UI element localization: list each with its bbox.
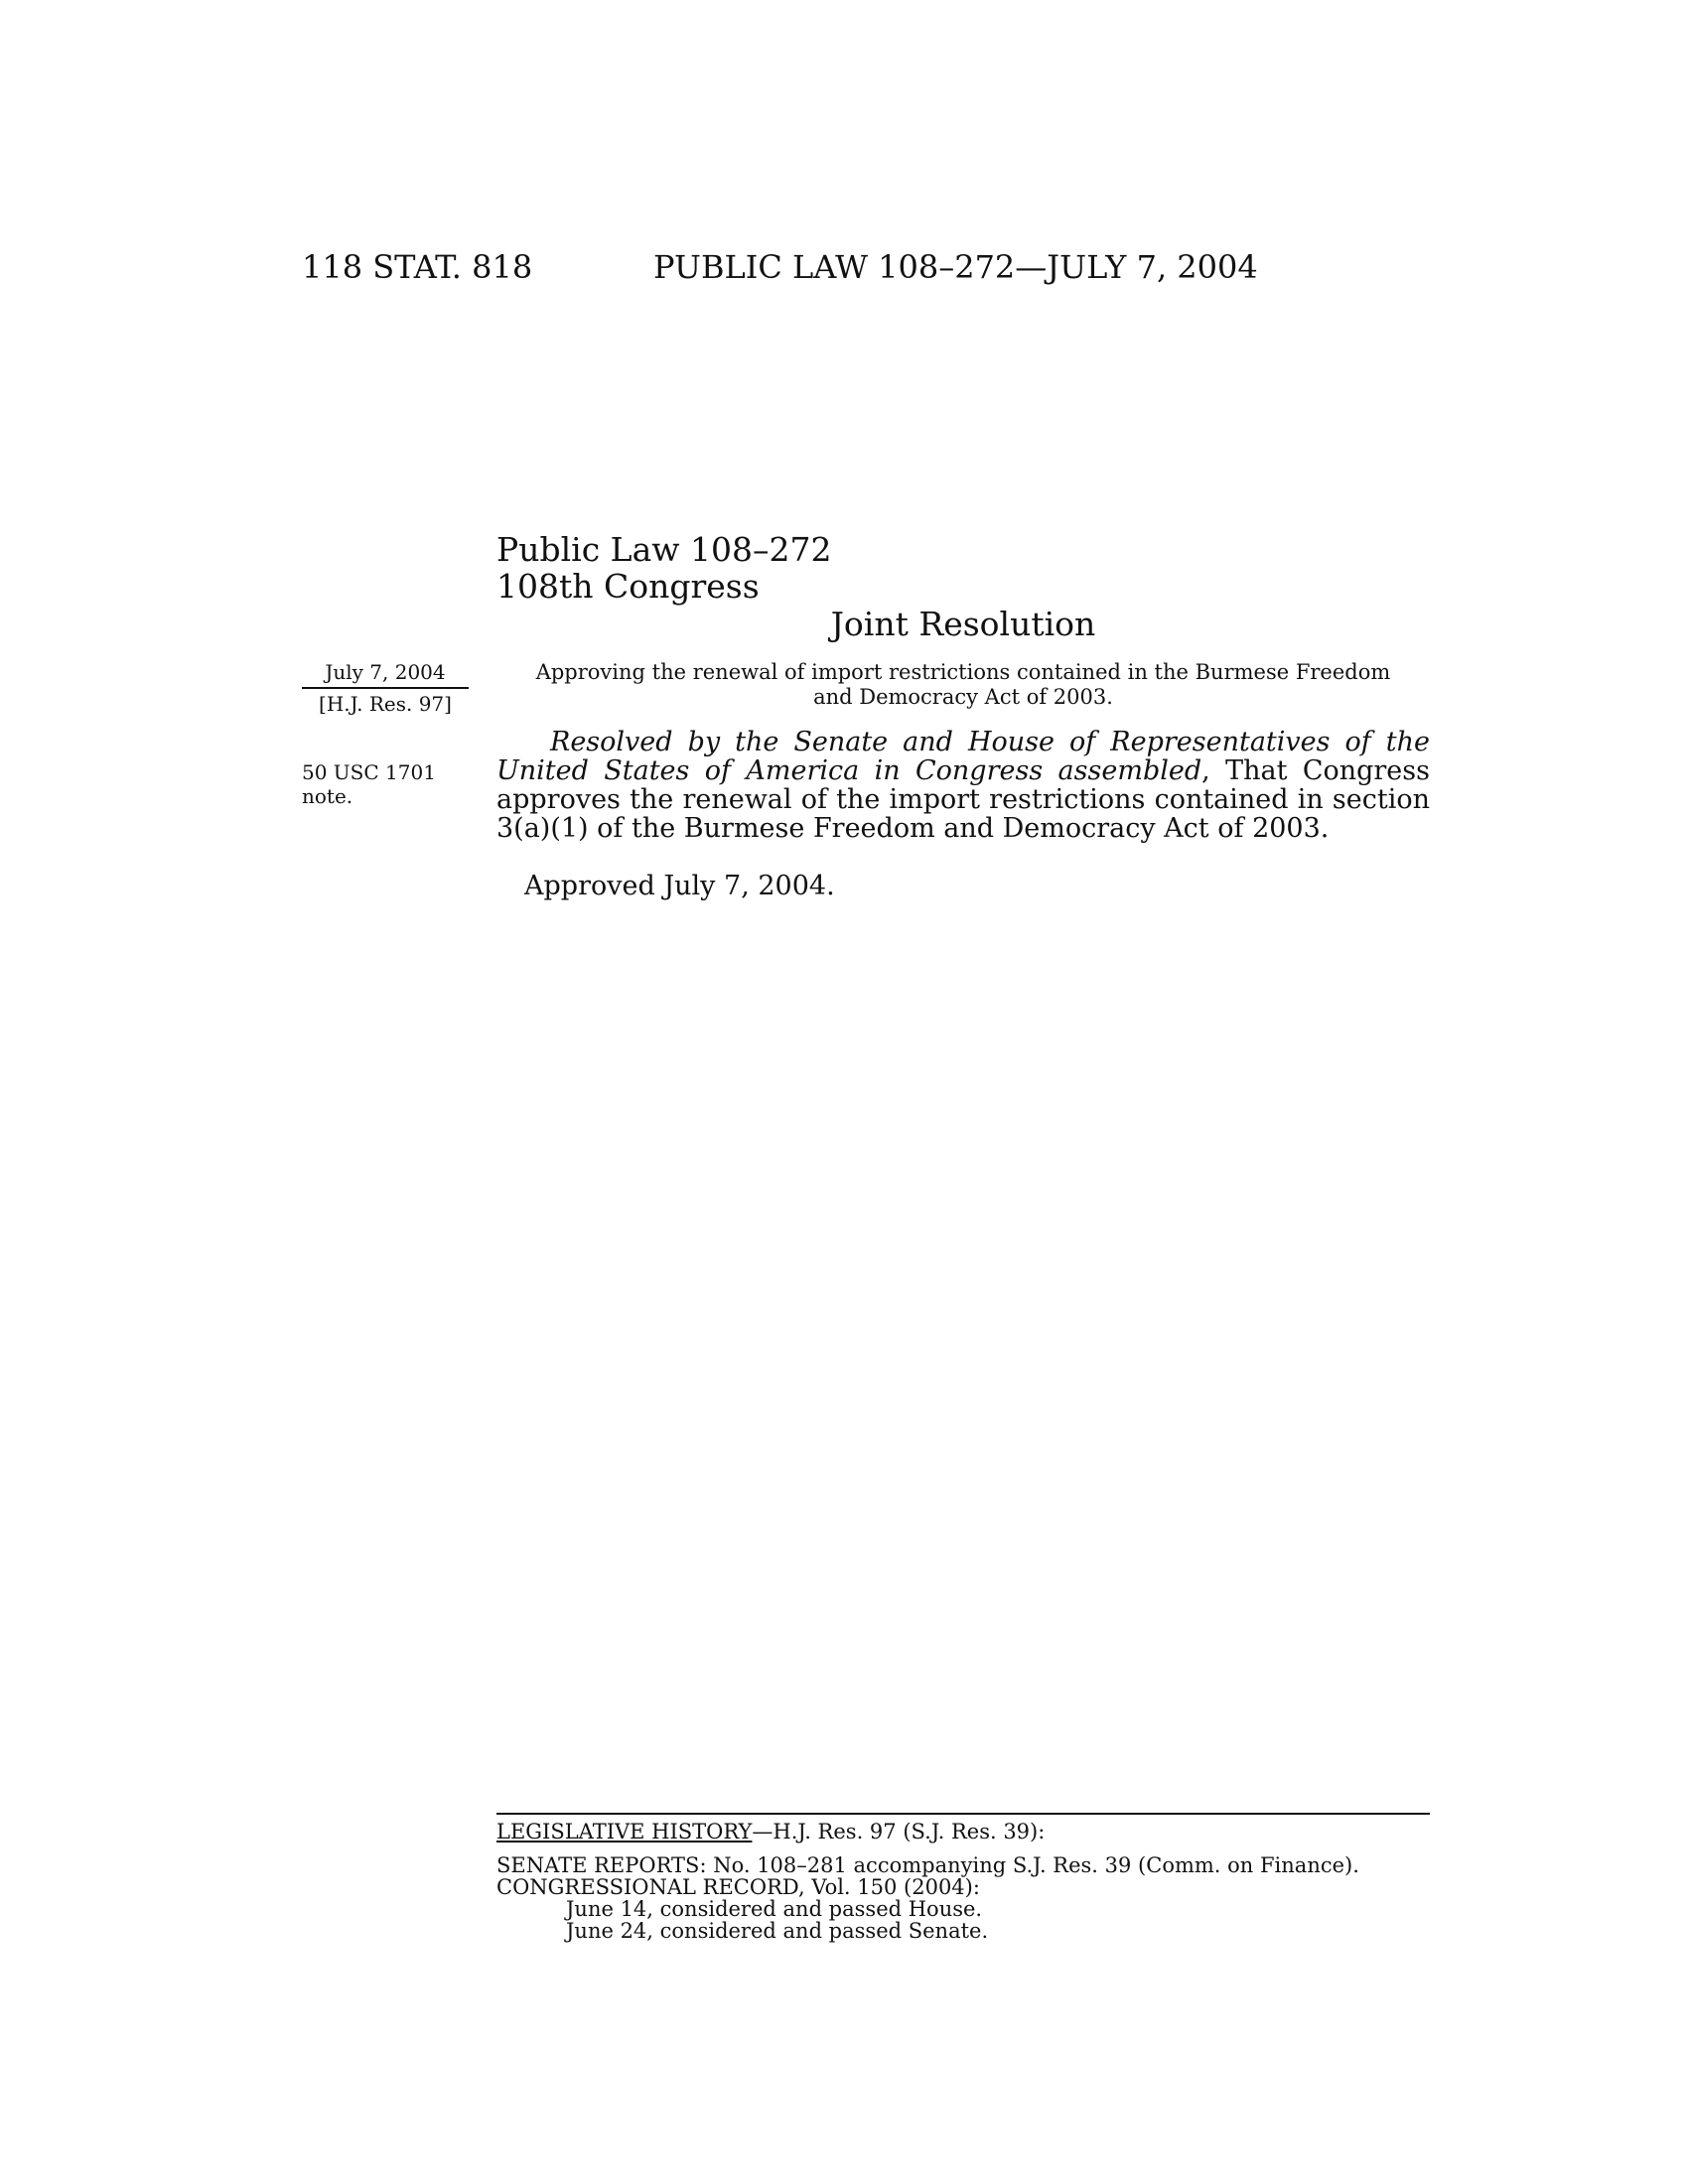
approval-date: Approved July 7, 2004. [524, 871, 835, 901]
resolution-text [496, 728, 1430, 843]
margin-bill-number: [H.J. Res. 97] [319, 692, 452, 716]
purpose-line-1: Approving the renewal of import restrictions contained in the Burmese Freedom [535, 660, 1391, 684]
resolution-body: , That Congress approves the renewal of the import restrictions contained in section 3(a)(1) of the Burmese Freedom and Democracy Act of 2003. [496, 755, 1430, 844]
margin-citation-note: note. [302, 784, 353, 808]
purpose-line-2: and Democracy Act of 2003. [813, 685, 1113, 709]
margin-date: July 7, 2004 [325, 660, 446, 684]
history-action-senate: June 24, considered and passed Senate. [566, 1919, 989, 1943]
page-reference: 118 STAT. 818 [302, 248, 533, 286]
margin-citation: 50 USC 1701 [302, 760, 436, 784]
running-title: PUBLIC LAW 108–272—JULY 7, 2004 [653, 248, 1258, 286]
senate-reports: SENATE REPORTS: No. 108–281 accompanying S.J. Res. 39 (Comm. on Finance). [496, 1853, 1359, 1877]
legislative-history-heading [496, 1821, 1045, 1843]
congress-number: 108th Congress [496, 567, 760, 606]
legislative-history-title: LEGISLATIVE HISTORY [496, 1820, 753, 1843]
history-divider [496, 1813, 1430, 1815]
enacting-clause: Resolved by the Senate and House of Representatives of the United States of America in Congress assembled [496, 727, 1430, 786]
legislative-history-bill: —H.J. Res. 97 (S.J. Res. 39): [752, 1820, 1046, 1843]
margin-divider [302, 687, 469, 689]
document-type-title: Joint Resolution [830, 605, 1096, 643]
history-action-house: June 14, considered and passed House. [566, 1897, 983, 1921]
purpose-statement [496, 660, 1430, 710]
law-number: Public Law 108–272 [496, 530, 832, 569]
congressional-record: CONGRESSIONAL RECORD, Vol. 150 (2004): [496, 1875, 980, 1899]
